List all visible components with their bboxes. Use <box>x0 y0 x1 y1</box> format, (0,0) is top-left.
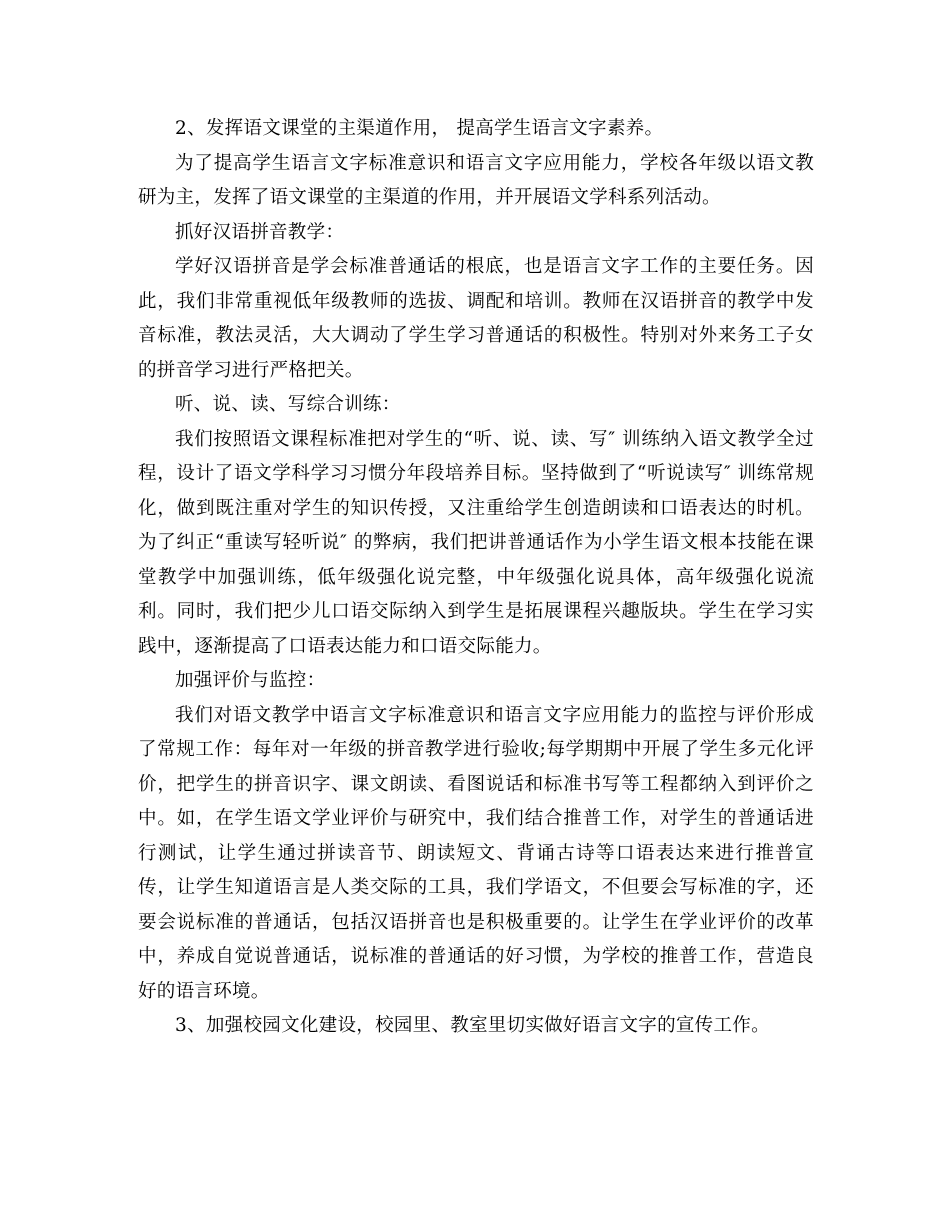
document-page <box>138 112 814 1044</box>
subheading-pinyin: 抓好汉语拼音教学： <box>175 221 345 243</box>
paragraph-evaluation: 我们对语文教学中语言文字标准意识和语言文字应用能力的监控与评价形成了常规工作：每年对一年级的拼音教学进行验收;每学期期中开展了学生多元化评价，把学生的拼音识字、课文朗读、看图说话和标准书写等工程都纳入到评价之中。如，在学生语文学业评价与研究中，我们结合推普工作，对学生的普通话进行测试，让学生通过拼读音节、朗读短文、背诵古诗等口语表达来进行推普宣传，让学生知道语言是人类交际的工具，我们学语文，不但要会写标准的字，还要会说标准的普通话，包括汉语拼音也是积极重要的。让学生在学业评价的改革中，养成自觉说普通话，说标准的普通话的好习惯，为学校的推普工作，营造良好的语言环境。 <box>138 704 814 1002</box>
subheading-training: 听、说、读、写综合训练： <box>175 394 401 415</box>
paragraph-pinyin: 学好汉语拼音是学会标准普通话的根底，也是语言文字工作的主要任务。因此，我们非常重视低年级教师的选拔、调配和培训。教师在汉语拼音的教学中发音标准，教法灵活，大大调动了学生学习普通话的积极性。特别对外来务工子女的拼音学习进行严格把关。 <box>138 256 814 381</box>
subheading-evaluation: 加强评价与监控： <box>175 670 326 691</box>
paragraph-intro: 为了提高学生语言文字标准意识和语言文字应用能力，学校各年级以语文教研为主，发挥了语文课堂的主渠道的作用，并开展语文学科系列活动。 <box>138 152 814 208</box>
section-heading-3: 3、加强校园文化建设，校园里、教室里切实做好语言文字的宣传工作。 <box>175 1015 770 1036</box>
paragraph-training: 我们按照语文课程标准把对学生的“听、说、读、写″ 训练纳入语文教学全过程，设计了语文学科学习习惯分年段培养目标。坚持做到了“听说读写″ 训练常规化，做到既注重对学生的知识传授，又注重给学生创造朗读和口语表达的时机。为了纠正“重读写轻听说″ 的弊病，我们把讲普通话作为小学生语文根本技能在课堂教学中加强训练，低年级强化说完整，中年级强化说具体，高年级强化说流利。同时，我们把少儿口语交际纳入到学生是拓展课程兴趣版块。学生在学习实践中，逐渐提高了口语表达能力和口语交际能力。 <box>138 428 814 657</box>
section-heading-2: 2、发挥语文课堂的主渠道作用， 提高学生语言文字素养。 <box>175 118 664 139</box>
